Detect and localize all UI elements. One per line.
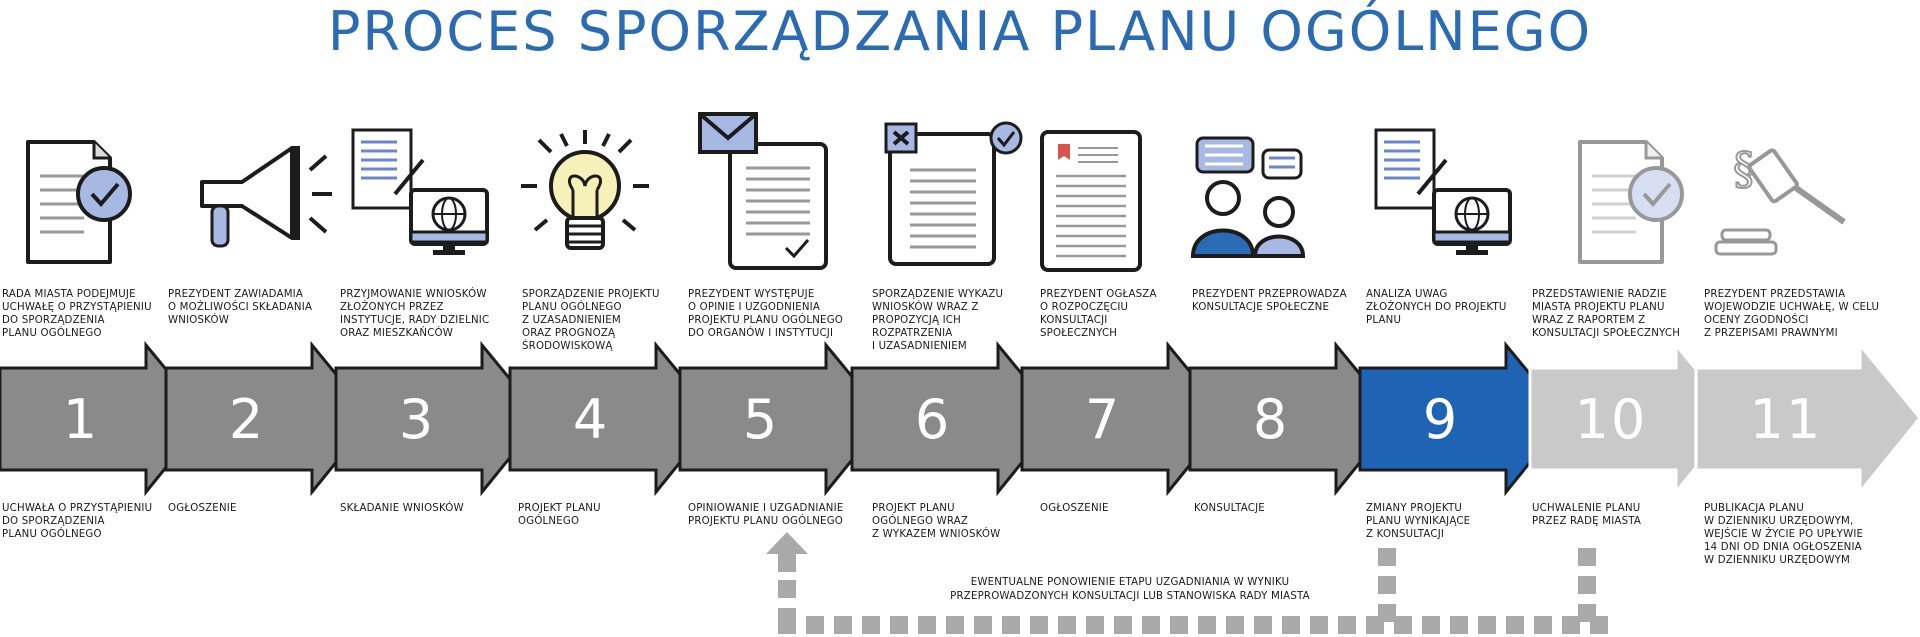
- step-description-8: PREZYDENT PRZEPROWADZA KONSULTACJE SPOŁECZNE: [1192, 289, 1347, 313]
- step-number-7: 7: [1084, 388, 1122, 451]
- step-label-6: PROJEKT PLANU OGÓLNEGO WRAZ Z WYKAZEM WNIOSKÓW: [872, 503, 1001, 540]
- form-monitor-icon: [1376, 130, 1510, 255]
- step-description-6: SPORZĄDZENIE WYKAZU WNIOSKÓW WRAZ Z PROPOZYCJĄ ICH ROZPATRZENIA I UZASADNIENIEM: [872, 289, 1004, 352]
- loop-note: EWENTUALNE PONOWIENIE ETAPU UZGADNIANIA W WYNIKU PRZEPROWADZONYCH KONSULTACJI LUB STANOWISKA RADY MIASTA: [950, 577, 1310, 602]
- law-gavel-icon: [1716, 144, 1844, 254]
- step-number-6: 6: [914, 388, 952, 451]
- people-chat-icon: [1193, 138, 1303, 256]
- step-number-8: 8: [1252, 388, 1290, 451]
- step-number-5: 5: [742, 388, 780, 451]
- step-number-10: 10: [1574, 388, 1648, 451]
- document-check-icon: [1580, 142, 1682, 262]
- step-description-2: PREZYDENT ZAWIADAMIA O MOŻLIWOŚCI SKŁADANIA WNIOSKÓW: [168, 289, 313, 326]
- form-monitor-icon: [353, 130, 487, 255]
- step-label-10: UCHWALENIE PLANU PRZEZ RADĘ MIASTA: [1532, 503, 1642, 527]
- step-description-3: PRZYJMOWANIE WNIOSKÓW ZŁOŻONYCH PRZEZ INSTYTUCJE, RADY DZIELNIC ORAZ MIESZKAŃCÓW: [340, 289, 490, 339]
- step-number-4: 4: [572, 388, 610, 451]
- megaphone-icon: [202, 146, 332, 246]
- step-label-4: PROJEKT PLANU OGÓLNEGO: [518, 503, 601, 527]
- svg-text:§: §: [1733, 144, 1755, 195]
- step-label-5: OPINIOWANIE I UZGADNIANIE PROJEKTU PLANU OGÓLNEGO: [688, 503, 844, 527]
- step-description-9: ANALIZA UWAG ZŁOŻONYCH DO PROJEKTU PLANU: [1366, 289, 1507, 326]
- step-description-1: RADA MIASTA PODEJMUJE UCHWAŁĘ O PRZYSTĄPIENIU DO SPORZĄDZENIA PLANU OGÓLNEGO: [2, 289, 152, 339]
- step-description-7: PREZYDENT OGŁASZA O ROZPOCZĘCIU KONSULTACJI SPOŁECZNYCH: [1040, 289, 1157, 339]
- step-description-4: SPORZĄDZENIE PROJEKTU PLANU OGÓLNEGO Z UZASADNIENIEM ORAZ PROGNOZĄ ŚRODOWISKOWĄ: [522, 289, 660, 352]
- document-check-icon: [28, 142, 130, 262]
- step-description-11: PREZYDENT PRZEDSTAWIA WOJEWODZIE UCHWAŁĘ, W CELU OCENY ZGODNOŚCI Z PRZEPISAMI PRAWNYMI: [1704, 289, 1880, 339]
- step-number-9: 9: [1422, 388, 1460, 451]
- step-number-11: 11: [1749, 388, 1823, 451]
- step-description-5: PREZYDENT WYSTĘPUJE O OPINIE I UZGODNIENIA PROJEKTU PLANU OGÓLNEGO DO ORGANÓW I INSTYTUCJI: [688, 289, 844, 339]
- step-description-10: PRZEDSTAWIENIE RADZIE MIASTA PROJEKTU PLANU WRAZ Z RAPORTEM Z KONSULTACJI SPOŁECZNYCH: [1532, 289, 1681, 339]
- step-label-8: KONSULTACJE: [1194, 503, 1265, 514]
- diagram-title: PROCES SPORZĄDZANIA PLANU OGÓLNEGO: [327, 0, 1593, 63]
- lightbulb-icon: [521, 130, 649, 248]
- step-label-7: OGŁOSZENIE: [1040, 503, 1109, 514]
- step-number-2: 2: [228, 388, 266, 451]
- step-label-2: OGŁOSZENIE: [168, 503, 237, 514]
- step-label-9: ZMIANY PROJEKTU PLANU WYNIKAJĄCE Z KONSULTACJI: [1366, 503, 1471, 540]
- step-label-1: UCHWAŁA O PRZYSTĄPIENIU DO SPORZĄDZENIA PLANU OGÓLNEGO: [2, 503, 153, 540]
- announcement-document-icon: [1042, 132, 1140, 270]
- step-number-3: 3: [398, 388, 436, 451]
- envelope-document-icon: [700, 114, 826, 268]
- document-review-icon: [886, 123, 1021, 264]
- step-label-3: SKŁADANIE WNIOSKÓW: [340, 503, 464, 514]
- step-number-1: 1: [62, 388, 100, 451]
- step-label-11: PUBLIKACJA PLANU W DZIENNIKU URZĘDOWYM, WEJŚCIE W ŻYCIE PO UPŁYWIE 14 DNI OD DNIA OGŁOSZENIA W DZIENNIKU URZĘDOWYM: [1704, 503, 1864, 566]
